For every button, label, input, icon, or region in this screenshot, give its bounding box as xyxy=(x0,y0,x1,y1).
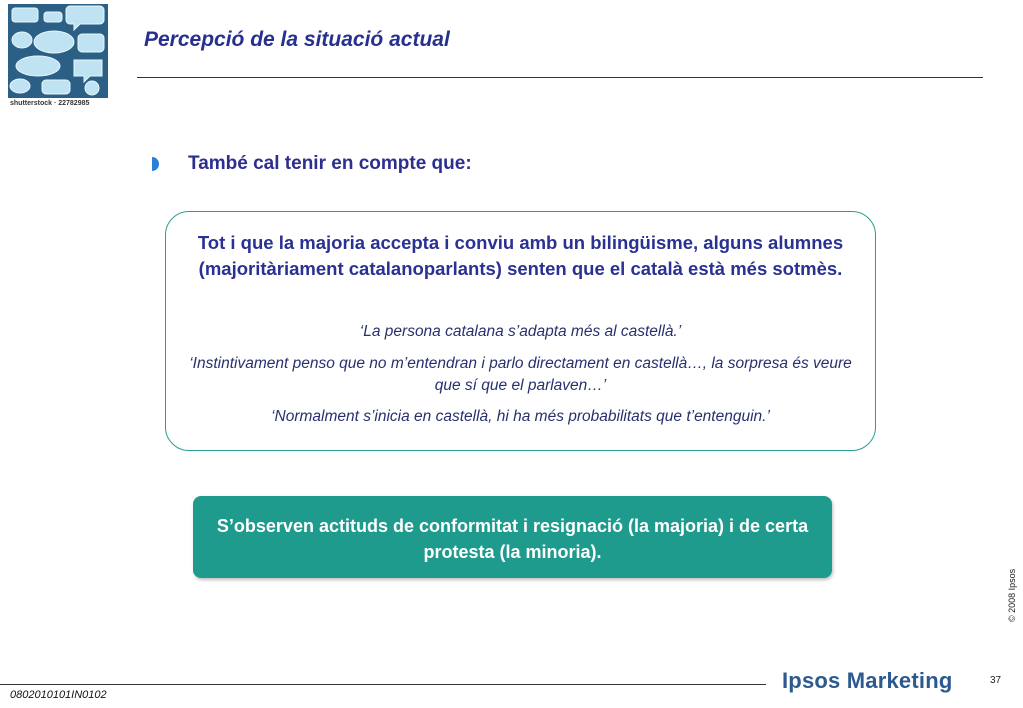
speech-bubbles-icon xyxy=(8,4,108,98)
footer-divider xyxy=(0,684,766,685)
quote-1: ‘La persona catalana s’adapta més al castellà.’ xyxy=(359,323,682,340)
quote-3: ‘Normalment s’inicia en castellà, hi ha més probabilitats que t’entenguin.’ xyxy=(271,408,770,425)
half-circle-bullet-icon xyxy=(152,157,160,171)
page-title: Percepció de la situació actual xyxy=(144,28,450,51)
main-statement: Tot i que la majoria accepta i conviu amb un bilingüisme, alguns alumnes (majoritàriament catalanoparlants) senten que el català està més sotmès. xyxy=(197,232,844,279)
page-number: 37 xyxy=(990,675,1002,686)
conclusion-callout xyxy=(193,496,832,578)
title-divider xyxy=(137,77,983,78)
copyright-note: © 2008 Ipsos xyxy=(1007,568,1017,622)
logo-caption: shutterstock · 22782985 xyxy=(10,100,90,107)
footer-code: 0802010101IN0102 xyxy=(10,689,107,701)
speech-bubbles-logo-image xyxy=(8,4,108,98)
brand-logo: Ipsos Marketing xyxy=(782,668,953,693)
quote-2: ‘Instintivament penso que no m’entendran i parlo directament en castellà…, la sorpresa és veure que sí que el parlaven…’ xyxy=(189,355,852,394)
bullet-text: També cal tenir en compte que: xyxy=(188,153,472,174)
callout-text: S’observen actituds de conformitat i resignació (la majoria) i de certa protesta (la minoria). xyxy=(216,516,809,562)
quote-box xyxy=(165,211,876,451)
